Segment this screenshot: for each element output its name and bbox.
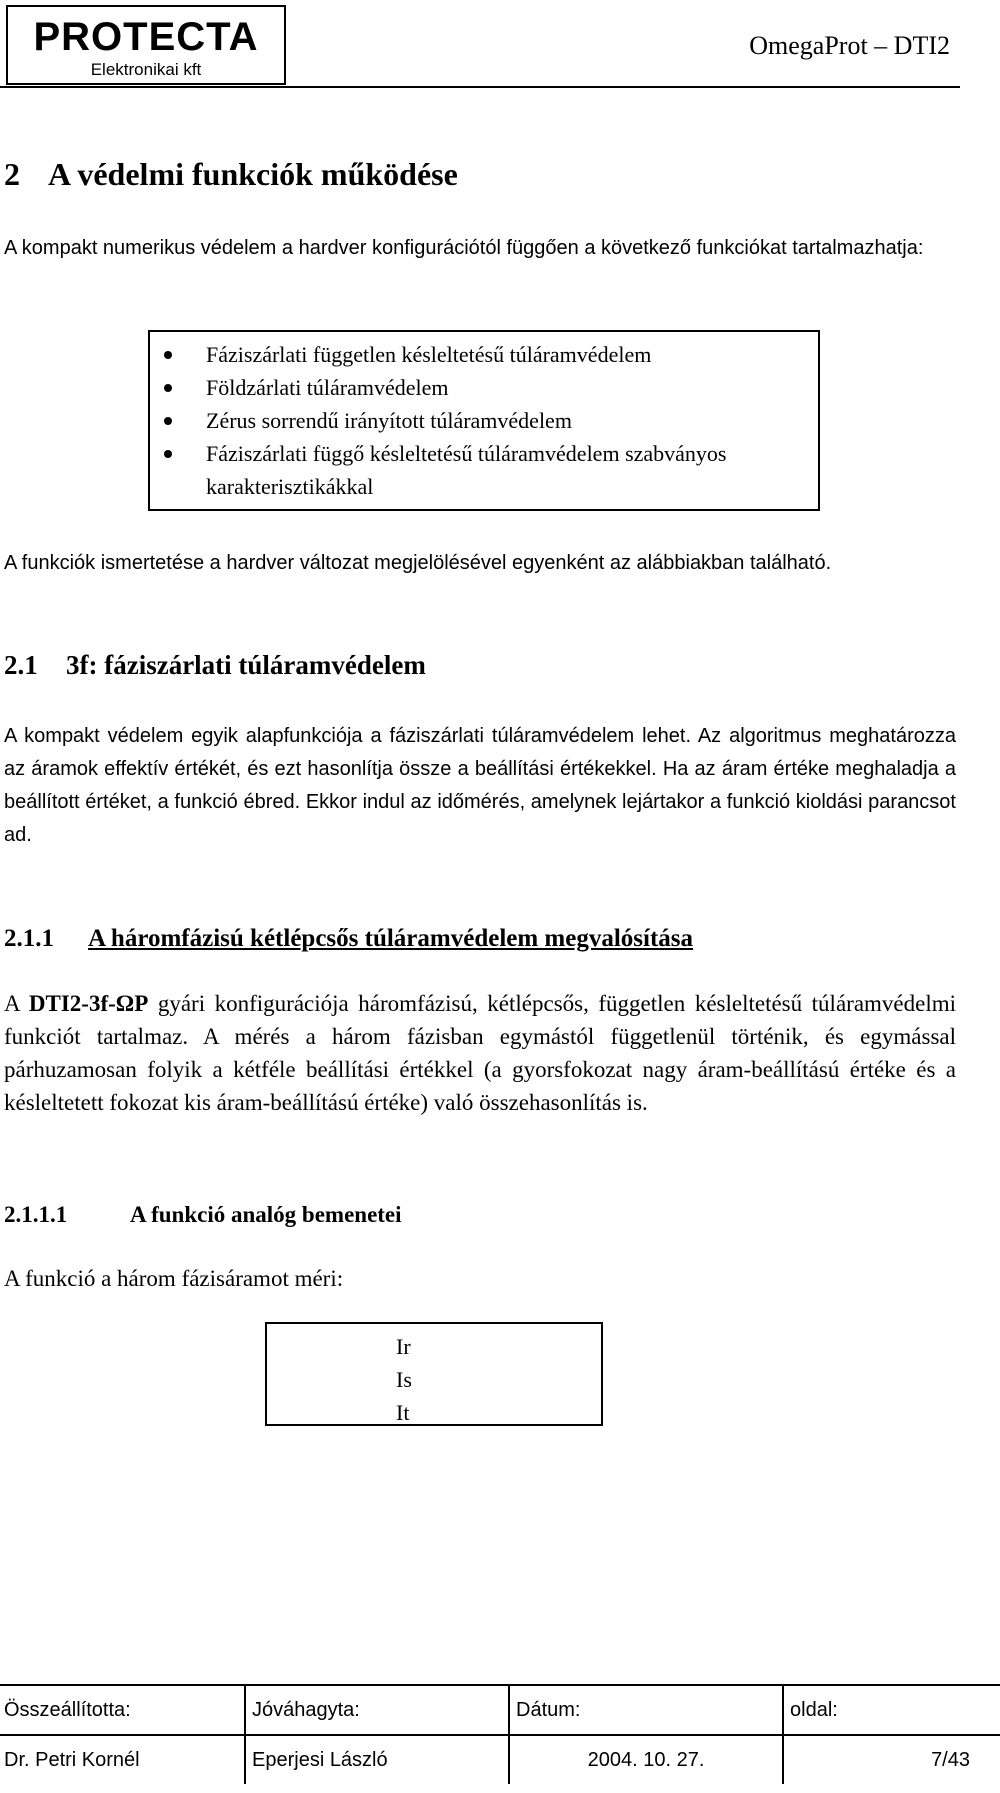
footer-label-date: Dátum: xyxy=(509,1685,783,1735)
footer-value-approver: Eperjesi László xyxy=(245,1735,509,1784)
analog-inputs-list xyxy=(267,1324,601,1429)
bullet-icon xyxy=(164,384,172,392)
subsection-title: 3f: fáziszárlati túláramvédelem xyxy=(66,650,426,680)
subsection-number: 2.1 xyxy=(4,650,38,680)
subsection-heading xyxy=(4,648,426,682)
function-list xyxy=(150,332,818,503)
section-heading xyxy=(4,154,458,194)
analog-input-item: It xyxy=(396,1400,410,1425)
level4-title: A funkció analóg bemenetei xyxy=(130,1202,402,1227)
section-title: A védelmi funkciók működése xyxy=(48,156,458,192)
list-item: Zérus sorrendű irányított túláramvédelem xyxy=(150,404,818,437)
function-list-box xyxy=(148,330,820,511)
footer-value-page: 7/43 xyxy=(783,1735,1000,1784)
document-title: OmegaProt – DTI2 xyxy=(749,31,950,60)
bullet-icon xyxy=(164,351,172,359)
level4-number: 2.1.1.1 xyxy=(4,1202,68,1227)
after-list-paragraph: A funkciók ismertetése a hardver változat megjelölésével egyenként az alábbiakban található. xyxy=(4,552,832,574)
analog-input-item: Is xyxy=(396,1367,412,1392)
subsubsection-title: A háromfázisú kétlépcsős túláramvédelem megvalósítása xyxy=(88,925,694,952)
subsection-paragraph: A kompakt védelem egyik alapfunkciója a fáziszárlati túláramvédelem lehet. Az algoritmus meghatározza az áramok effektív értékét, és ezt hasonlítja össze a beállítási értékekkel. Ha az áram értéke meghaladja a beállított értéket, a funkció ébred. Ekkor indul az időmérés, amelynek lejártakor a funkció kioldási parancsot ad. xyxy=(4,725,956,846)
list-item: Földzárlati túláramvédelem xyxy=(150,371,818,404)
level4-heading xyxy=(4,1200,402,1230)
analog-inputs-box xyxy=(265,1322,603,1426)
subsubsection-number: 2.1.1 xyxy=(4,925,54,952)
product-code: DTI2-3f-ΩP xyxy=(28,991,149,1016)
footer-value-row xyxy=(0,1735,1000,1784)
subsubsection-paragraph: A DTI2-3f-ΩP gyári konfigurációja háromfázisú, kétlépcsős, független késleltetésű túláramvédelmi funkciót tartalmaz. A mérés a három fázisban egymástól függetlenül történik, és egymással párhuzamosan folyik a kétféle beállítási értékkel (a gyorsfokozat nagy áram-beállítású értéke és a késleltetett fokozat kis áram-beállítású értéke) való összehasonlítás is. xyxy=(4,991,957,1115)
intro-paragraph: A kompakt numerikus védelem a hardver konfigurációtól függően a következő funkciókat tartalmazhatja: xyxy=(4,237,924,259)
logo-sub-text: Elektronikai kft xyxy=(90,60,202,79)
footer-value-date: 2004. 10. 27. xyxy=(509,1735,783,1784)
page-footer xyxy=(0,1684,970,1793)
logo-main-text: PROTECTA xyxy=(33,15,259,59)
footer-label-page: oldal: xyxy=(783,1685,1000,1735)
list-item: Fáziszárlati független késleltetésű túláramvédelem xyxy=(150,338,818,371)
page-header xyxy=(0,0,960,88)
section-number: 2 xyxy=(4,156,20,192)
footer-label-approver: Jóváhagyta: xyxy=(245,1685,509,1735)
subsubsection-heading xyxy=(4,923,693,955)
level4-paragraph: A funkció a három fázisáramot méri: xyxy=(4,1266,344,1291)
footer-label-row xyxy=(0,1685,1000,1735)
footer-table xyxy=(0,1684,1000,1784)
header-divider xyxy=(0,86,960,88)
footer-label-author: Összeállította: xyxy=(0,1685,245,1735)
bullet-icon xyxy=(164,450,172,458)
list-item: Fáziszárlati függő késleltetésű túláramvédelem szabványos karakterisztikákkal xyxy=(150,437,818,503)
analog-input-item: Ir xyxy=(396,1334,411,1359)
bullet-icon xyxy=(164,417,172,425)
footer-value-author: Dr. Petri Kornél xyxy=(0,1735,245,1784)
protecta-logo xyxy=(6,5,286,85)
